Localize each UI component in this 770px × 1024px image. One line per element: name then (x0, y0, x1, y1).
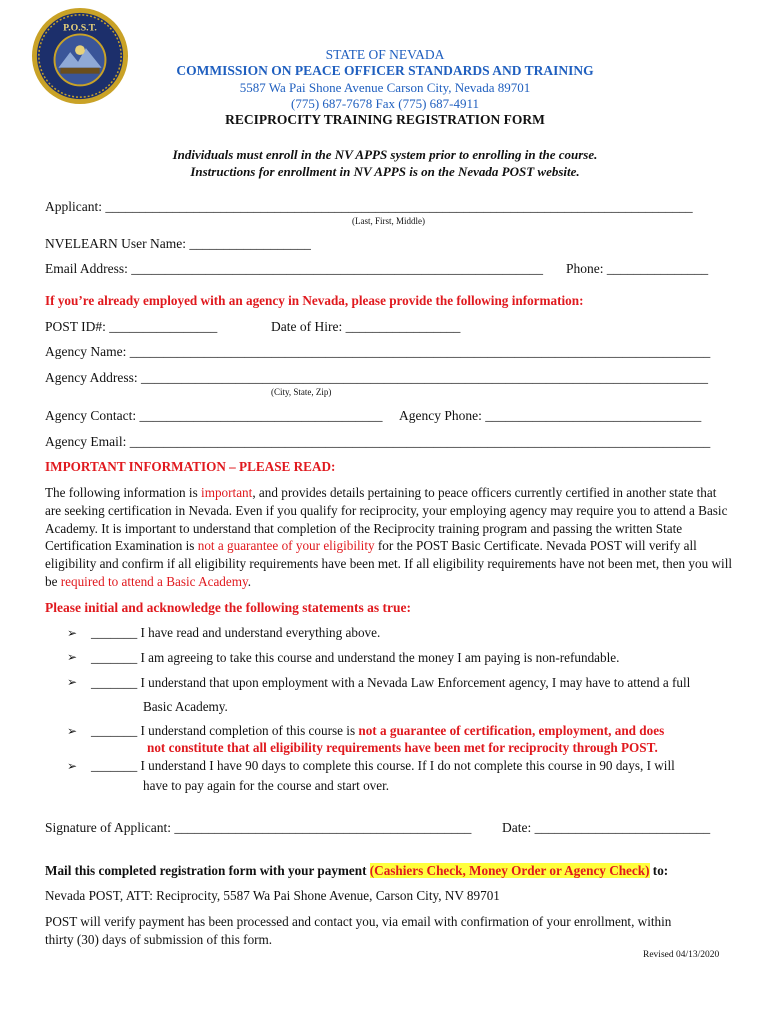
notice-line-1: Individuals must enroll in the NV APPS system prior to enrolling in the course. (172, 147, 598, 162)
applicant-hint: (Last, First, Middle) (352, 216, 425, 226)
statement-4-red-cont: not constitute that all eligibility requirements have been met for reciprocity through POST. (147, 740, 658, 755)
statement-1[interactable]: _______ I have read and understand everything above. (91, 625, 381, 640)
nvelearn-field[interactable]: NVELEARN User Name: __________________ (45, 236, 311, 251)
acknowledge-heading: Please initial and acknowledge the following statements as true: (45, 600, 411, 615)
statement-2[interactable]: _______ I am agreeing to take this course and understand the money I am paying is non-refundable. (91, 650, 620, 665)
mail-address: Nevada POST, ATT: Reciprocity, 5587 Wa Pai Shone Avenue, Carson City, NV 89701 (45, 888, 500, 903)
payment-methods-highlight: (Cashiers Check, Money Order or Agency Check) (369, 863, 650, 878)
agency-contact-field[interactable]: Agency Contact: ____________________________________ (45, 408, 383, 423)
important-text-red-3: required to attend a Basic Academy (60, 573, 248, 589)
signature-date-field[interactable]: Date: __________________________ (502, 820, 711, 835)
important-text-4: . (247, 573, 252, 589)
important-heading: IMPORTANT INFORMATION – PLEASE READ: (45, 459, 336, 474)
agency-name-field[interactable]: Agency Name: ______________________________________________________________________________________ (45, 344, 711, 359)
signature-field[interactable]: Signature of Applicant: ____________________________________________ (45, 820, 472, 835)
bullet-arrow-icon: ➢ (67, 626, 78, 640)
header-phone-fax: (775) 687-7678 Fax (775) 687-4911 (291, 96, 479, 111)
statement-3-cont: Basic Academy. (143, 699, 228, 714)
agency-address-field[interactable]: Agency Address: ____________________________________________________________________________________ (45, 370, 708, 385)
header-state: STATE OF NEVADA (325, 47, 445, 62)
agency-address-hint: (City, State, Zip) (271, 387, 332, 397)
agency-phone-field[interactable]: Agency Phone: ________________________________ (399, 408, 702, 423)
mail-instruction (45, 863, 668, 879)
mail-lead: Mail this completed registration form with your payment (45, 863, 370, 878)
mail-tail: to: (649, 863, 669, 878)
header-address: 5587 Wa Pai Shone Avenue Carson City, Nevada 89701 (239, 80, 531, 95)
revision-date: Revised 04/13/2020 (643, 950, 720, 960)
important-text-red-2: not a guarantee of your eligibility (197, 538, 375, 554)
bullet-arrow-icon: ➢ (67, 724, 78, 738)
statement-5[interactable]: _______ I understand I have 90 days to complete this course. If I do not complete this course in 90 days, I will (91, 758, 675, 773)
important-text-red-1: important (201, 485, 253, 500)
header-commission: COMMISSION ON PEACE OFFICER STANDARDS AND TRAINING (176, 63, 594, 78)
important-text-2: , and provides details pertaining to peace officers currently certified in another state that are seeking certification in Nevada. Even if you qualify for reciprocity, your employing agency may require you to attend a Basic Academy. It is important to understand that completion of the Reciprocity training program and passing the written State Certification Examination is (45, 485, 728, 554)
bullet-arrow-icon: ➢ (67, 675, 78, 689)
agency-email-field[interactable]: Agency Email: ______________________________________________________________________________________ (45, 434, 711, 449)
notice-line-2: Instructions for enrollment in NV APPS is on the Nevada POST website. (190, 164, 580, 179)
post-id-field[interactable]: POST ID#: ________________ (45, 319, 218, 334)
phone-field[interactable]: Phone: _______________ (566, 261, 709, 276)
verify-line-2: thirty (30) days of submission of this form. (45, 932, 273, 947)
statement-3[interactable]: _______ I understand that upon employment with a Nevada Law Enforcement agency, I may have to attend a full (91, 675, 691, 690)
statement-4[interactable] (91, 723, 664, 739)
important-text-1: The following information is (45, 485, 202, 500)
statement-4-text: _______ I understand completion of this course is (91, 723, 359, 738)
applicant-field[interactable]: Applicant: _______________________________________________________________________________________ (45, 199, 693, 214)
form-title: RECIPROCITY TRAINING REGISTRATION FORM (225, 112, 545, 127)
employed-heading: If you’re already employed with an agency in Nevada, please provide the following information: (45, 293, 584, 308)
bullet-arrow-icon: ➢ (67, 759, 78, 773)
date-of-hire-field[interactable]: Date of Hire: _________________ (271, 319, 461, 334)
important-paragraph (45, 484, 735, 591)
verify-line-1: POST will verify payment has been processed and contact you, via email with confirmation of your enrollment, within (45, 914, 672, 929)
bullet-arrow-icon: ➢ (67, 650, 78, 664)
important-text-3: for the POST Basic Certificate. Nevada POST will verify all eligibility and confirm if all eligibility requirements have been met. If all eligibility requirements have not been met, then you will be (45, 538, 733, 589)
statement-5-cont: have to pay again for the course and start over. (143, 778, 390, 793)
seal-lettering: P.O.S.T. (63, 22, 97, 34)
statement-4-red: not a guarantee of certification, employment, and does (358, 723, 665, 738)
email-field[interactable]: Email Address: _____________________________________________________________ (45, 261, 543, 276)
